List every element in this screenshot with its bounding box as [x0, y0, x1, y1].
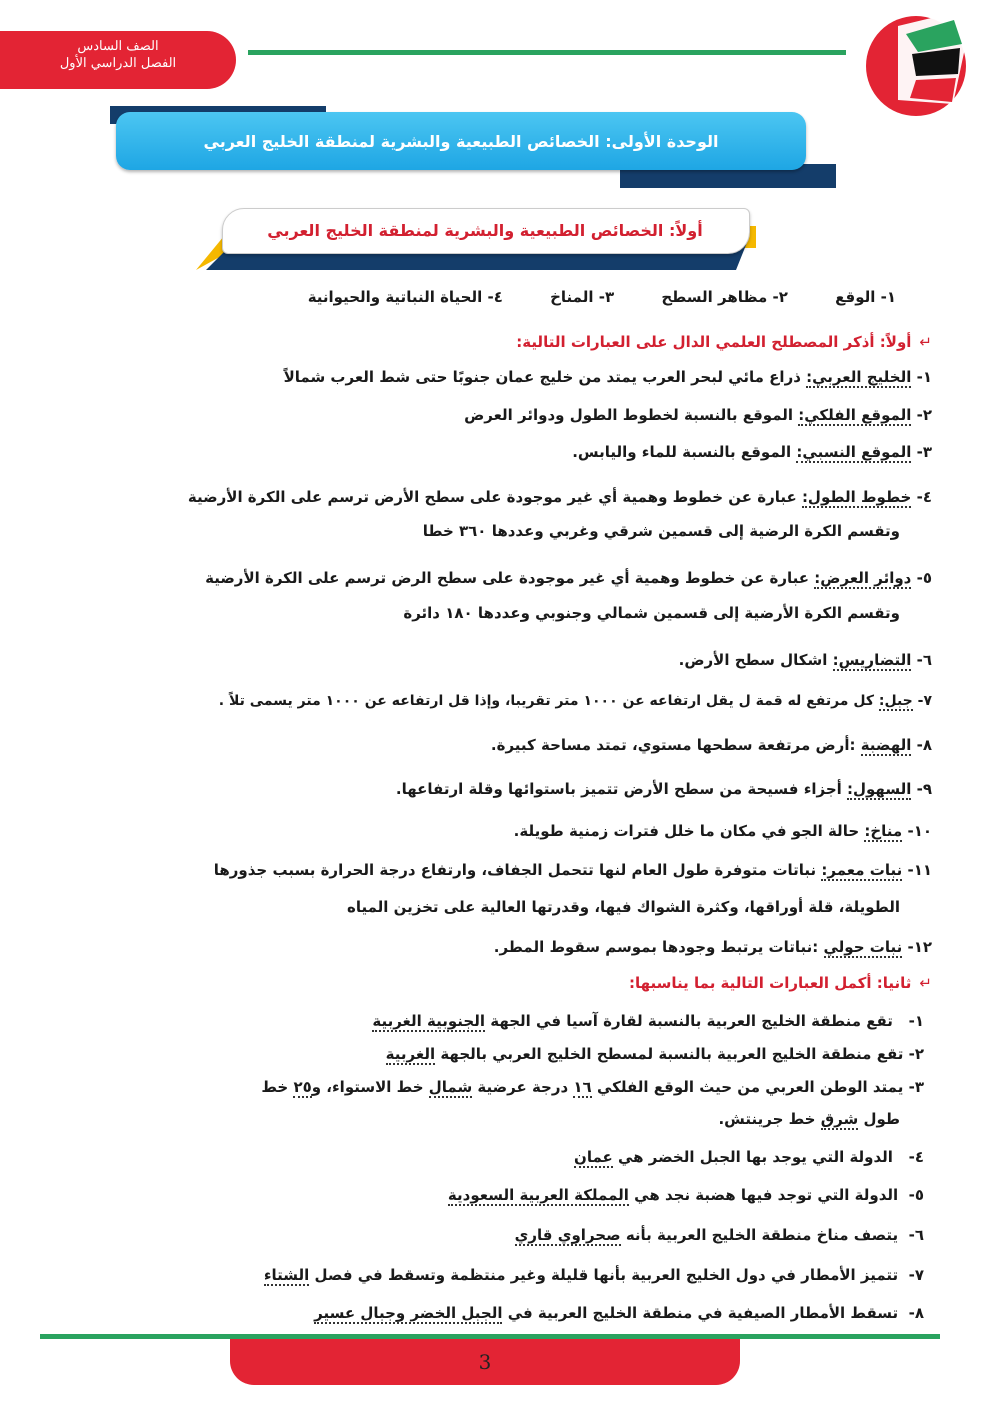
topics-list: [308, 288, 896, 306]
definition-continuation: وتقسم الكرة الرضية إلى قسمين شرقي وغربي وعددها ٣٦٠ خطا: [422, 522, 900, 540]
definition-item: ٩- السهول: أجزاء فسيحة من سطح الأرض تتميز باستوائها وقلة ارتفاعها.: [395, 780, 932, 798]
page-number: 3: [478, 1350, 492, 1374]
definition-item: ٧- جبل: كل مرتفع له قمة ل يقل ارتفاعه عن ١٠٠٠ متر تقريبا، وإذا قل ارتفاعه عن ١٠٠٠ متر يسمى تلاً .: [218, 693, 932, 709]
definition-continuation: الطويلة، قلة أوراقها، وكثرة الشواك فيها، وقدرتها العالية على تخزين المياه: [347, 898, 900, 916]
fill-blank-item: ٥- الدولة التي توجد فيها هضبة نجد هي المملكة العربية السعودية: [447, 1186, 924, 1204]
grade-label: الصف السادس: [77, 39, 159, 54]
section-title: أولاً: الخصائص الطبيعية والبشرية لمنطقة الخليج العربي: [267, 220, 703, 240]
topic-item: ٣- المناخ: [550, 288, 615, 306]
definition-item: ١٠- مناخ: حالة الجو في مكان ما خلل فترات زمنية طويلة.: [513, 822, 932, 840]
grade-badge: [0, 31, 236, 89]
topic-item: ٤- الحياة النباتية والحيوانية: [307, 288, 503, 306]
part1-heading: ↵أولاً: أذكر المصطلح العلمي الدال على العبارات التالية:: [516, 333, 932, 351]
definition-item: ٢- الموقع الفلكي: الموقع بالنسبة لخطوط الطول ودوائر العرض: [464, 406, 932, 424]
fill-blank-item: ٨- تسقط الأمطار الصيفية في منطقة الخليج العربية في الجبل الخضر وجبال عسير: [314, 1304, 924, 1322]
definition-item: ٨- الهضبة :أرض مرتفعة سطحها مستوي، تمتد مساحة كبيرة.: [490, 736, 932, 754]
definition-item: ٦- التضاريس: اشكال سطح الأرض.: [678, 651, 932, 669]
page-number-badge: [230, 1339, 740, 1385]
definition-item: ١- الخليج العربي: ذراع مائي لبحر العرب يمتد من خليج عمان جنوبًا حتى شط العرب شمالاً: [283, 368, 932, 386]
definition-item: ٤- خطوط الطول: عبارة عن خطوط وهمية أي غير موجودة على سطح الأرض ترسم على الكرة الأرضية: [187, 488, 932, 506]
fill-blank-item: ٦- يتصف مناخ منطقة الخليج العربية بأنه صحراوي قاري: [514, 1226, 924, 1244]
kuwait-logo-icon: [858, 4, 978, 124]
fill-blank-item: ٢- تقع منطقة الخليج العربية بالنسبة لمسطح الخليج العربي بالجهة الغربية: [385, 1045, 924, 1063]
fill-blank-item: ٤- الدولة التي يوجد بها الجبل الخضر هي عمان: [574, 1148, 924, 1166]
corner-arrow-icon: ↵: [919, 974, 932, 992]
corner-arrow-icon: ↵: [919, 333, 932, 351]
part2-heading: ↵ثانيا: أكمل العبارات التالية بما يناسبها:: [629, 974, 932, 992]
definition-item: ١٢- نبات حولي :نباتات يرتبط وجودها بموسم سقوط المطر.: [493, 938, 932, 956]
fill-blank-continuation: طول شرق خط جرينتش.: [718, 1110, 900, 1128]
definition-item: ٥- دوائر العرض: عبارة عن خطوط وهمية أي غير موجودة على سطح الرض ترسم على الكرة الأرضية: [205, 569, 932, 587]
definition-continuation: وتقسم الكرة الأرضية إلى قسمين شمالي وجنوبي وعددها ١٨٠ دائرة: [403, 604, 900, 622]
fill-blank-item: ٧- تتميز الأمطار في دول الخليج العربية بأنها قليلة وغير منتظمة وتسقط في فصل الشتاء: [263, 1266, 924, 1284]
fill-blank-item: ٣- يمتد الوطن العربي من حيث الوقع الفلكي ١٦ درجة عرضية شمال خط الاستواء، و٢٥ خط: [261, 1078, 924, 1096]
definition-item: ١١- نبات معمر: نباتات متوفرة طول العام لنها تتحمل الجفاف، وارتفاع درجة الحرارة بسبب جذورها: [213, 861, 932, 879]
term-label: الفصل الدراسي الأول: [59, 56, 177, 71]
definition-item: ٣- الموقع النسبي: الموقع بالنسبة للماء واليابس.: [572, 443, 932, 461]
topic-item: ١- الوقع: [835, 288, 896, 306]
fill-blank-item: ١- تقع منطقة الخليج العربية بالنسبة لقارة آسيا في الجهة الجنوبية الغربية: [372, 1012, 924, 1030]
top-divider: [248, 50, 846, 55]
topic-item: ٢- مظاهر السطح: [661, 288, 788, 306]
unit-title-banner: الوحدة الأولى: الخصائص الطبيعية والبشرية لمنطقة الخليج العربي: [116, 112, 806, 170]
